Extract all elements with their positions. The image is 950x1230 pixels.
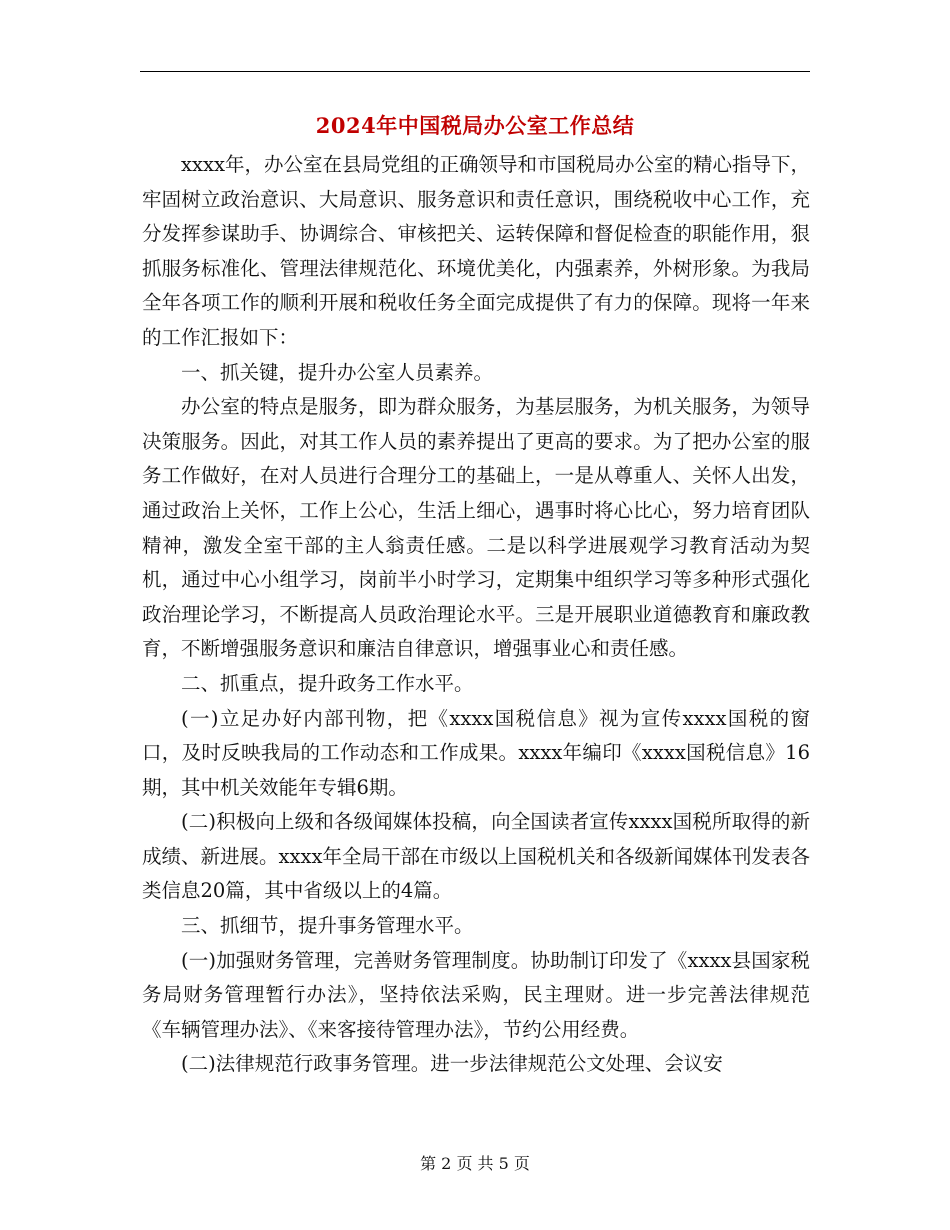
section-heading-2: 二、抓重点，提升政务工作水平。: [181, 671, 474, 695]
paragraph-section-3-item-2: (二)法律规范行政事务管理。进一步法律规范公文处理、会议安: [181, 1052, 723, 1076]
paragraph-section-1: 办公室的特点是服务，即为群众服务，为基层服务，为机关服务，为领导决策服务。因此，对其工作人员的素养提出了更高的要求。为了把办公室的服务工作做好，在对人员进行合理分工的基础上，一是从尊重人、关怀人出发，通过政治上关怀，工作上公心，生活上细心，遇事时将心比心，努力培育团队精神，激发全室干部的主人翁责任感。二是以科学进展观学习教育活动为契机，通过中心小组学习，岗前半小时学习，定期集中组织学习等多种形式强化政治理论学习，不断提高人员政治理论水平。三是开展职业道德教育和廉政教育，不断增强服务意识和廉洁自律意识，增强事业心和责任感。: [142, 395, 810, 661]
section-heading-3: 三、抓细节，提升事务管理水平。: [181, 914, 474, 938]
paragraph-section-2-item-2: (二)积极向上级和各级闻媒体投稿，向全国读者宣传xxxx国税所取得的新成绩、新进展。xxxx年全局干部在市级以上国税机关和各级新闻媒体刊发表各类信息20篇，其中省级以上的4篇。: [142, 810, 810, 903]
page-number: 第 2 页 共 5 页: [420, 1154, 530, 1173]
paragraph-section-2-item-1: (一)立足办好内部刊物，把《xxxx国税信息》视为宣传xxxx国税的窗口，及时反映我局的工作动态和工作成果。xxxx年编印《xxxx国税信息》16期，其中机关效能年专辑6期。: [142, 706, 810, 799]
document-body: [142, 148, 810, 1082]
page-footer: [0, 1152, 950, 1176]
header-rule: [140, 71, 810, 72]
section-heading-1: 一、抓关键，提升办公室人员素养。: [181, 360, 494, 384]
document-title: 2024年中国税局办公室工作总结: [315, 113, 635, 138]
paragraph-section-3-item-1: (一)加强财务管理，完善财务管理制度。协助制订印发了《xxxx县国家税务局财务管理暂行办法》，坚持依法采购，民主理财。进一步完善法律规范《车辆管理办法》、《来客接待管理办法》，节约公用经费。: [142, 948, 810, 1041]
paragraph-intro: xxxx年，办公室在县局党组的正确领导和市国税局办公室的精心指导下，牢固树立政治意识、大局意识、服务意识和责任意识，围绕税收中心工作，充分发挥参谋助手、协调综合、审核把关、运转保障和督促检查的职能作用，狠抓服务标准化、管理法律规范化、环境优美化，内强素养，外树形象。为我局全年各项工作的顺利开展和税收任务全面完成提供了有力的保障。现将一年来的工作汇报如下：: [142, 153, 810, 349]
